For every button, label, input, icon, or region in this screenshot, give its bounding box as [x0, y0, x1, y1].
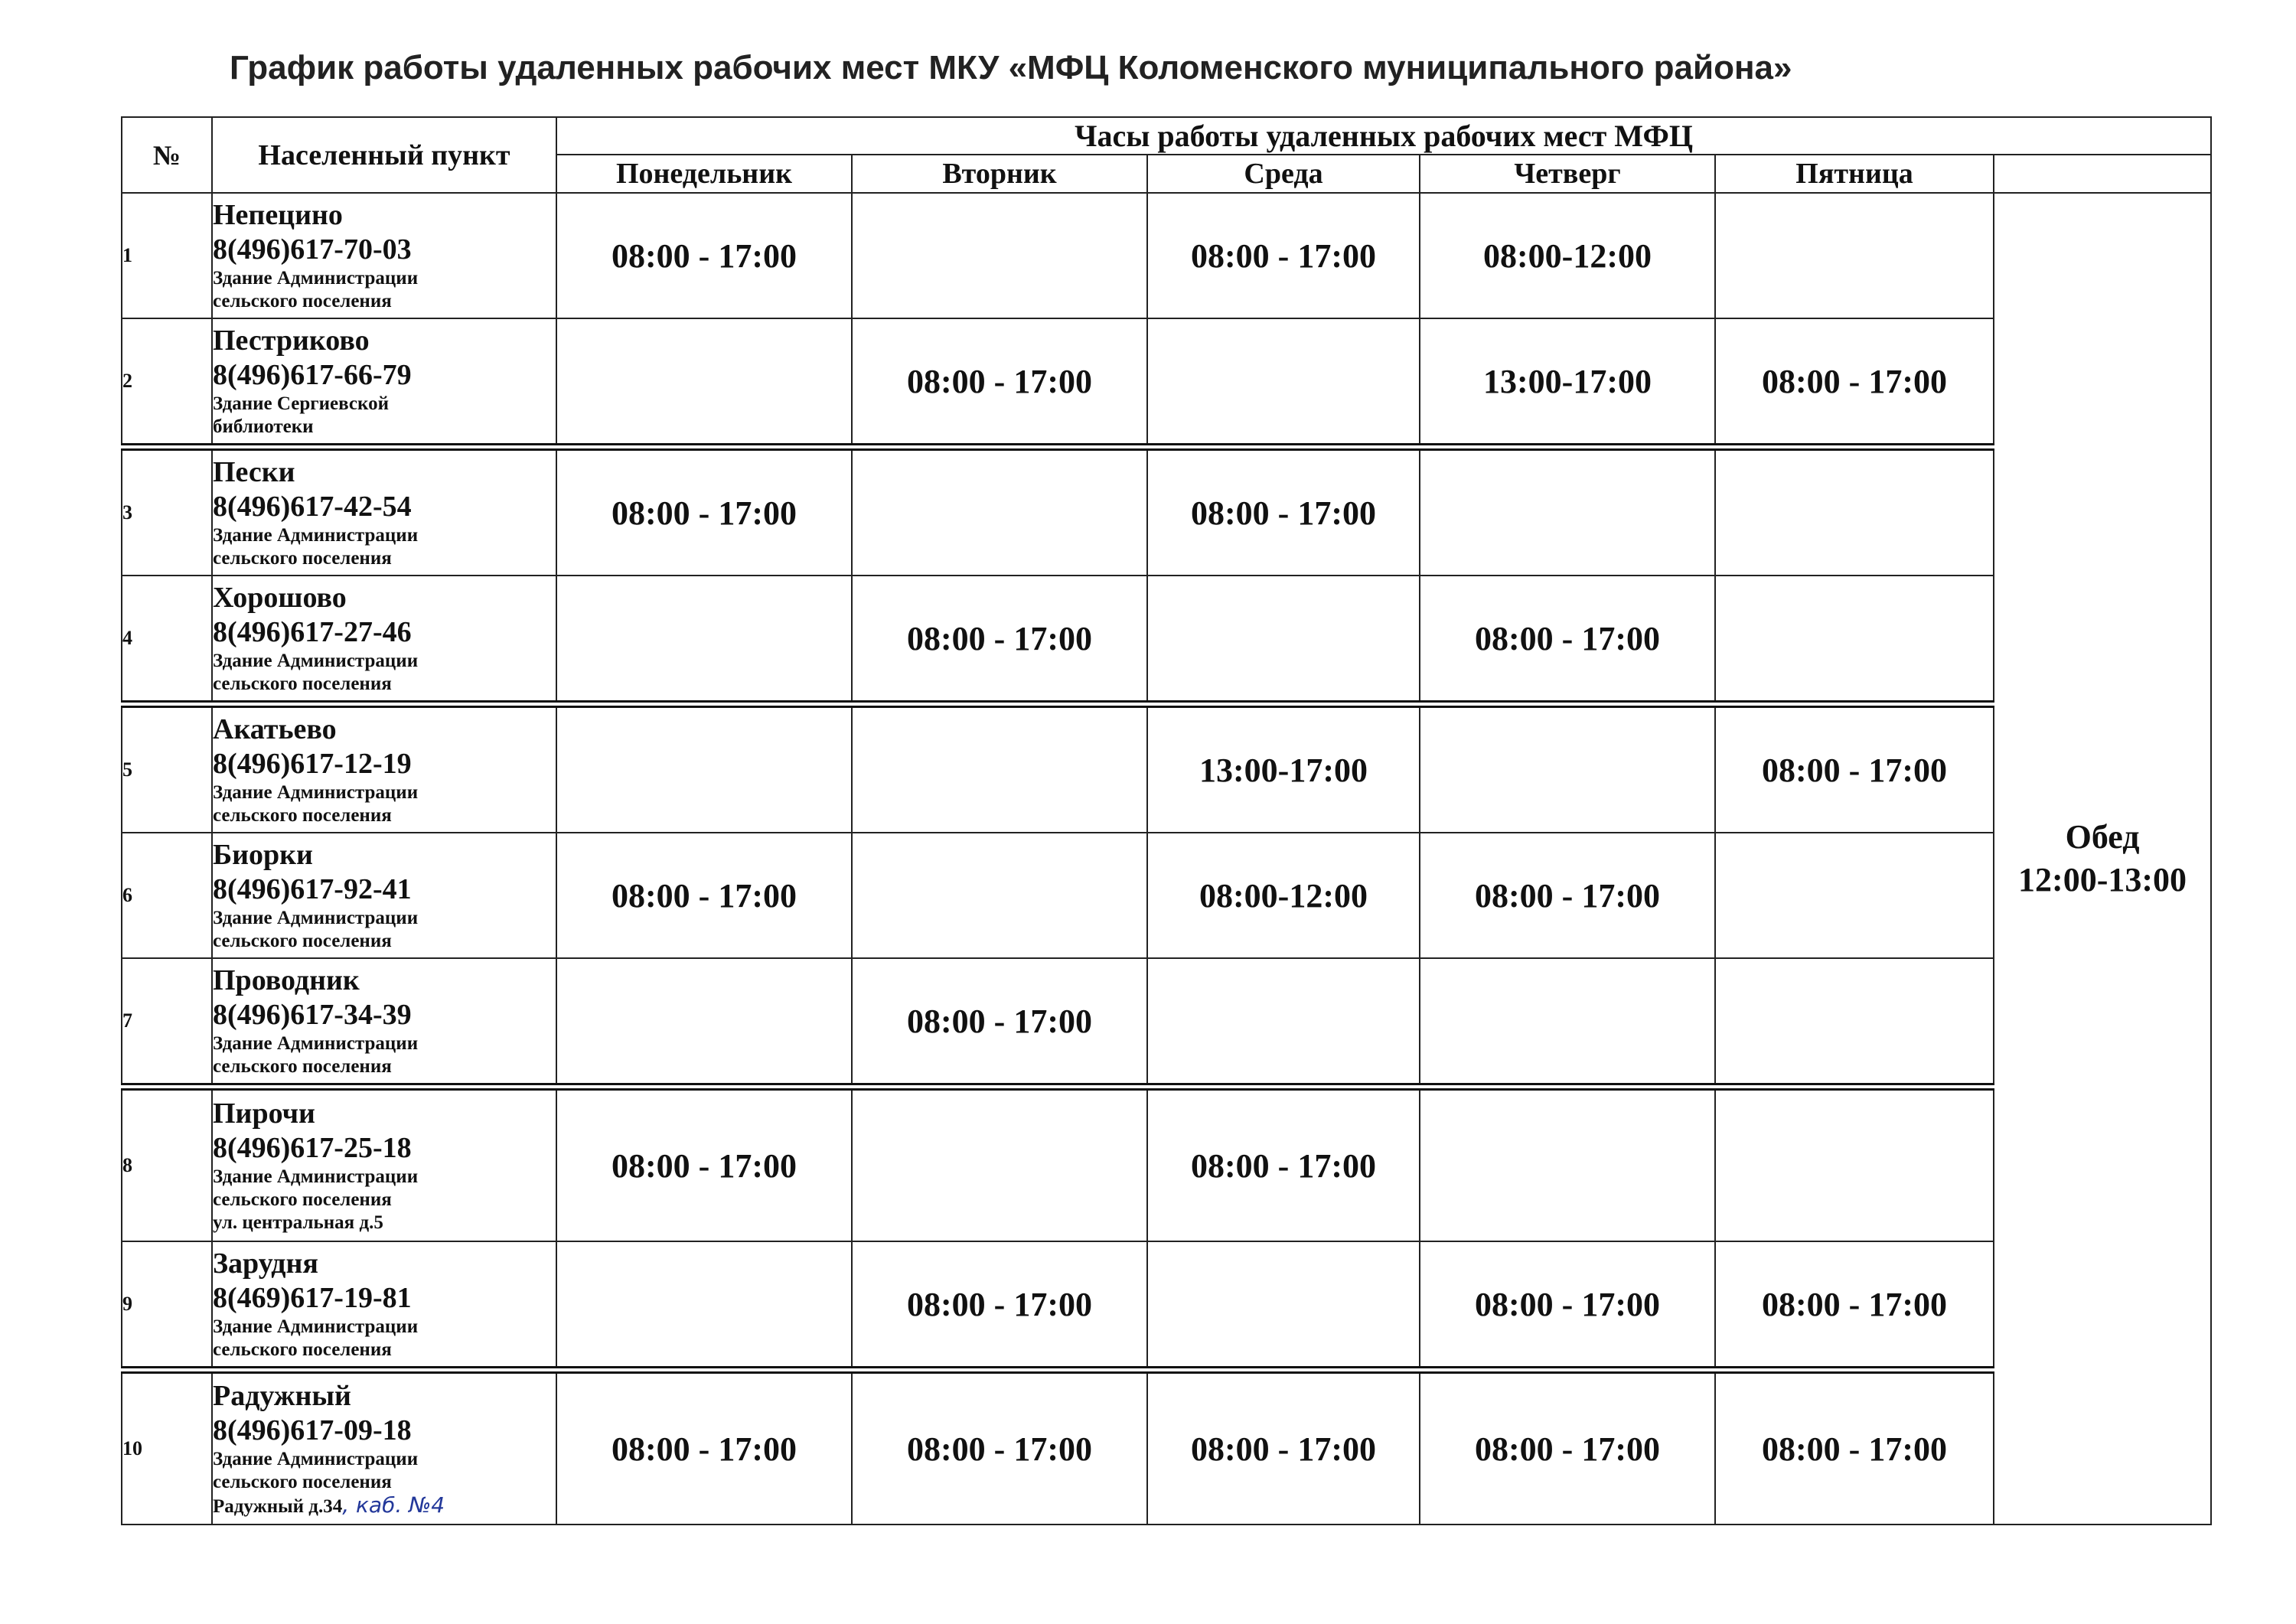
settlement-cell — [212, 576, 556, 704]
settlement-name: Радужный — [213, 1380, 351, 1412]
settlement-name: Акатьево — [213, 713, 337, 745]
thursday-hours: 08:00 - 17:00 — [1420, 1370, 1715, 1525]
monday-hours: 08:00 - 17:00 — [556, 1370, 852, 1525]
header-friday: Пятница — [1715, 155, 1994, 193]
thursday-hours: 13:00-17:00 — [1420, 318, 1715, 447]
settlement-name: Проводник — [213, 964, 360, 996]
table-row — [122, 833, 2211, 958]
friday-hours: 08:00 - 17:00 — [1715, 1241, 1994, 1370]
tuesday-hours: 08:00 - 17:00 — [852, 576, 1147, 704]
settlement-note: сельского поселения — [213, 1472, 392, 1492]
settlement-phone: 8(496)617-70-03 — [213, 233, 412, 266]
settlement-note: Здание Администрации — [213, 1316, 419, 1337]
friday-hours: 08:00 - 17:00 — [1715, 1370, 1994, 1525]
settlement-cell — [212, 1370, 556, 1525]
settlement-name: Зарудня — [213, 1247, 318, 1280]
settlement-note: Здание Сергиевской — [213, 393, 389, 414]
thursday-hours: 08:00-12:00 — [1420, 193, 1715, 318]
table-row — [122, 704, 2211, 833]
settlement-cell — [212, 1087, 556, 1241]
friday-hours — [1715, 833, 1994, 958]
row-number: 3 — [122, 447, 212, 576]
settlement-cell — [212, 958, 556, 1087]
settlement-note: Здание Администрации — [213, 782, 419, 803]
table-row — [122, 1087, 2211, 1241]
table-row — [122, 958, 2211, 1087]
tuesday-hours — [852, 1087, 1147, 1241]
wednesday-hours — [1147, 318, 1420, 447]
wednesday-hours: 08:00 - 17:00 — [1147, 1087, 1420, 1241]
friday-hours — [1715, 193, 1994, 318]
settlement-name: Пирочи — [213, 1097, 315, 1130]
friday-hours — [1715, 576, 1994, 704]
monday-hours — [556, 576, 852, 704]
monday-hours: 08:00 - 17:00 — [556, 447, 852, 576]
settlement-name: Хорошово — [213, 582, 347, 614]
header-monday: Понедельник — [556, 155, 852, 193]
thursday-hours: 08:00 - 17:00 — [1420, 1241, 1715, 1370]
row-number: 10 — [122, 1370, 212, 1525]
lunch-label: Обед — [2065, 818, 2140, 856]
wednesday-hours: 08:00-12:00 — [1147, 833, 1420, 958]
friday-hours — [1715, 447, 1994, 576]
tuesday-hours: 08:00 - 17:00 — [852, 1370, 1147, 1525]
tuesday-hours — [852, 833, 1147, 958]
settlement-phone: 8(496)617-25-18 — [213, 1132, 412, 1164]
friday-hours: 08:00 - 17:00 — [1715, 318, 1994, 447]
settlement-note: сельского поселения — [213, 673, 392, 694]
thursday-hours: 08:00 - 17:00 — [1420, 833, 1715, 958]
wednesday-hours — [1147, 576, 1420, 704]
settlement-note: сельского поселения — [213, 1189, 392, 1210]
settlement-phone: 8(469)617-19-81 — [213, 1282, 412, 1314]
settlement-address: Радужный д.34 — [213, 1496, 343, 1517]
settlement-cell — [212, 318, 556, 447]
settlement-address-line — [213, 1494, 556, 1518]
row-number: 4 — [122, 576, 212, 704]
wednesday-hours: 08:00 - 17:00 — [1147, 193, 1420, 318]
monday-hours: 08:00 - 17:00 — [556, 193, 852, 318]
thursday-hours — [1420, 958, 1715, 1087]
row-number: 2 — [122, 318, 212, 447]
settlement-phone: 8(496)617-12-19 — [213, 748, 412, 780]
settlement-name: Пески — [213, 456, 295, 488]
monday-hours — [556, 1241, 852, 1370]
friday-hours — [1715, 1087, 1994, 1241]
header-hours-span: Часы работы удаленных рабочих мест МФЦ — [556, 117, 2211, 155]
settlement-note: Здание Администрации — [213, 1449, 419, 1469]
settlement-note: Здание Администрации — [213, 1166, 419, 1187]
friday-hours: 08:00 - 17:00 — [1715, 704, 1994, 833]
row-number: 9 — [122, 1241, 212, 1370]
settlement-note: Здание Администрации — [213, 525, 419, 546]
settlement-cell — [212, 193, 556, 318]
lunch-cell — [1994, 193, 2211, 1525]
header-wednesday: Среда — [1147, 155, 1420, 193]
tuesday-hours: 08:00 - 17:00 — [852, 1241, 1147, 1370]
friday-hours — [1715, 958, 1994, 1087]
header-num: № — [122, 117, 212, 193]
settlement-note: сельского поселения — [213, 931, 392, 951]
row-number: 5 — [122, 704, 212, 833]
monday-hours — [556, 318, 852, 447]
table-row — [122, 1241, 2211, 1370]
settlement-note: сельского поселения — [213, 548, 392, 569]
monday-hours — [556, 704, 852, 833]
header-thursday: Четверг — [1420, 155, 1715, 193]
handwritten-annotation: , каб. №4 — [342, 1492, 445, 1518]
tuesday-hours — [852, 193, 1147, 318]
header-empty-cell — [1994, 155, 2211, 193]
settlement-note: библиотеки — [213, 416, 314, 437]
settlement-name: Непецино — [213, 199, 343, 231]
settlement-phone: 8(496)617-42-54 — [213, 491, 412, 523]
settlement-note: сельского поселения — [213, 1056, 392, 1077]
settlement-note: сельского поселения — [213, 291, 392, 311]
row-number: 8 — [122, 1087, 212, 1241]
settlement-name: Биорки — [213, 839, 313, 871]
settlement-cell — [212, 447, 556, 576]
thursday-hours: 08:00 - 17:00 — [1420, 576, 1715, 704]
tuesday-hours — [852, 704, 1147, 833]
settlement-note: сельского поселения — [213, 1339, 392, 1360]
table-row — [122, 318, 2211, 447]
wednesday-hours — [1147, 958, 1420, 1087]
settlement-phone: 8(496)617-27-46 — [213, 616, 412, 648]
settlement-phone: 8(496)617-92-41 — [213, 873, 412, 905]
wednesday-hours: 08:00 - 17:00 — [1147, 1370, 1420, 1525]
monday-hours: 08:00 - 17:00 — [556, 833, 852, 958]
monday-hours — [556, 958, 852, 1087]
table-row — [122, 193, 2211, 318]
tuesday-hours: 08:00 - 17:00 — [852, 318, 1147, 447]
settlement-note: Здание Администрации — [213, 268, 419, 289]
tuesday-hours — [852, 447, 1147, 576]
thursday-hours — [1420, 704, 1715, 833]
header-row-1 — [122, 117, 2211, 155]
tuesday-hours: 08:00 - 17:00 — [852, 958, 1147, 1087]
settlement-note: Здание Администрации — [213, 1033, 419, 1054]
row-number: 1 — [122, 193, 212, 318]
table-row — [122, 1370, 2211, 1525]
document-title: График работы удаленных рабочих мест МКУ «МФЦ Коломенского муниципального района» — [230, 49, 1792, 86]
thursday-hours — [1420, 1087, 1715, 1241]
settlement-phone: 8(496)617-34-39 — [213, 999, 412, 1031]
row-number: 6 — [122, 833, 212, 958]
settlement-note: Здание Администрации — [213, 908, 419, 928]
settlement-address: ул. центральная д.5 — [213, 1212, 383, 1233]
header-tuesday: Вторник — [852, 155, 1147, 193]
wednesday-hours: 08:00 - 17:00 — [1147, 447, 1420, 576]
wednesday-hours: 13:00-17:00 — [1147, 704, 1420, 833]
settlement-cell — [212, 833, 556, 958]
settlement-name: Пестриково — [213, 324, 370, 357]
settlement-note: Здание Администрации — [213, 651, 419, 671]
table-row — [122, 447, 2211, 576]
row-number: 7 — [122, 958, 212, 1087]
settlement-phone: 8(496)617-09-18 — [213, 1414, 412, 1446]
settlement-cell — [212, 1241, 556, 1370]
wednesday-hours — [1147, 1241, 1420, 1370]
table-row — [122, 576, 2211, 704]
thursday-hours — [1420, 447, 1715, 576]
header-settlement: Населенный пункт — [212, 117, 556, 193]
settlement-cell — [212, 704, 556, 833]
settlement-note: сельского поселения — [213, 805, 392, 826]
schedule-table — [121, 116, 2212, 1525]
monday-hours: 08:00 - 17:00 — [556, 1087, 852, 1241]
settlement-phone: 8(496)617-66-79 — [213, 359, 412, 391]
lunch-time: 12:00-13:00 — [2018, 861, 2187, 898]
